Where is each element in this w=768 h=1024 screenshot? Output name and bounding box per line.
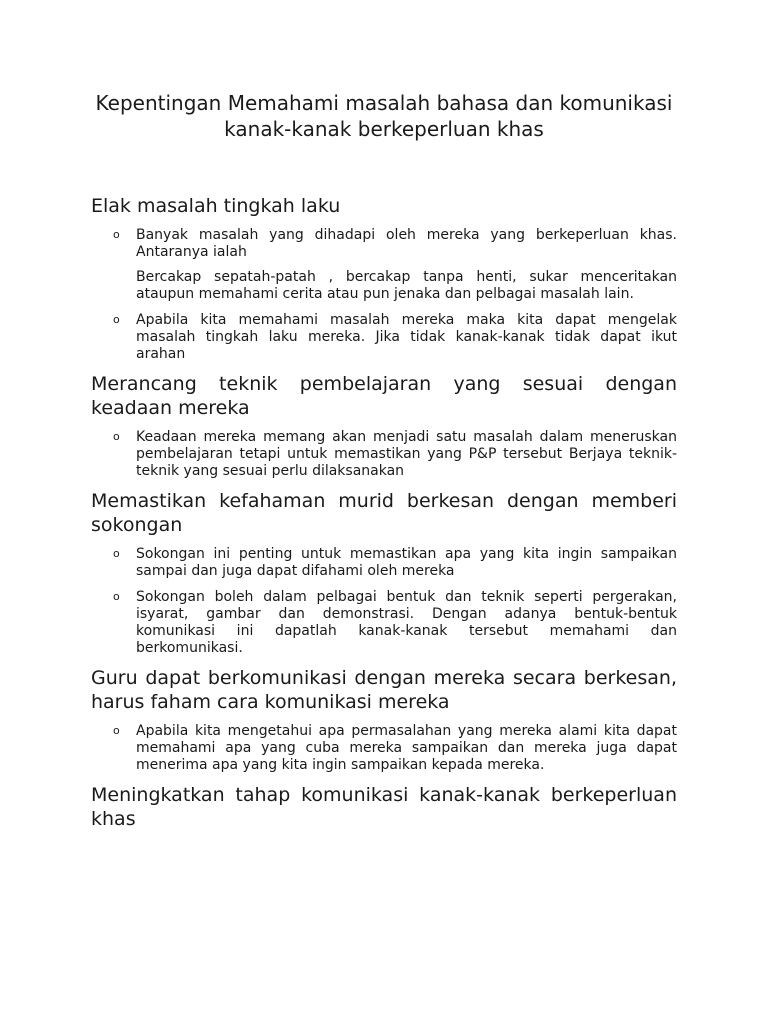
list-item-followup: Bercakap sepatah-patah , bercakap tanpa henti, sukar menceritakan ataupun memahami cerita atau pun jenaka dan pelbagai masalah lain. — [136, 269, 677, 302]
document-body — [91, 194, 677, 840]
bullet-list — [91, 429, 677, 480]
bullet-circle-icon: o — [113, 590, 120, 603]
list-item — [91, 589, 677, 657]
bullet-circle-icon: o — [113, 430, 120, 443]
section-heading: Elak masalah tingkah laku — [91, 195, 341, 217]
section-4 — [91, 666, 677, 774]
list-item — [91, 227, 677, 303]
section-1 — [91, 194, 677, 363]
bullet-list — [91, 227, 677, 363]
bullet-list — [91, 723, 677, 774]
list-item-text: Apabila kita memahami masalah mereka maka kita dapat mengelak masalah tingkah laku mereka. Jika tidak kanak-kanak tidak dapat ikut arahan — [136, 312, 677, 362]
list-item-text: Sokongan ini penting untuk memastikan apa yang kita ingin sampaikan sampai dan juga dapat difahami oleh mereka — [136, 546, 677, 579]
document-title: Kepentingan Memahami masalah bahasa dan komunikasi kanak-kanak berkeperluan khas — [95, 91, 673, 141]
list-item-text: Keadaan mereka memang akan menjadi satu masalah dalam meneruskan pembelajaran tetapi untuk memastikan yang P&P tersebut Berjaya teknik-teknik yang sesuai perlu dilaksanakan — [136, 429, 677, 479]
section-heading: Memastikan kefahaman murid berkesan dengan memberi sokongan — [91, 490, 677, 536]
bullet-circle-icon: o — [113, 724, 120, 737]
section-heading: Merancang teknik pembelajaran yang sesuai dengan keadaan mereka — [91, 373, 677, 419]
section-heading: Guru dapat berkomunikasi dengan mereka secara berkesan, harus faham cara komunikasi mereka — [91, 667, 677, 713]
section-5 — [91, 783, 677, 831]
list-item — [91, 429, 677, 480]
list-item-text: Banyak masalah yang dihadapi oleh mereka yang berkeperluan khas. Antaranya ialah — [136, 227, 677, 260]
section-heading: Meningkatkan tahap komunikasi kanak-kanak berkeperluan khas — [91, 784, 677, 830]
bullet-circle-icon: o — [113, 547, 120, 560]
bullet-circle-icon: o — [113, 228, 120, 241]
bullet-list — [91, 546, 677, 657]
section-3 — [91, 489, 677, 657]
list-item — [91, 312, 677, 363]
section-2 — [91, 372, 677, 480]
list-item-text: Apabila kita mengetahui apa permasalahan yang mereka alami kita dapat memahami apa yang cuba mereka sampaikan dan mereka juga dapat menerima apa yang kita ingin sampaikan kepada mereka. — [136, 723, 677, 773]
bullet-circle-icon: o — [113, 313, 120, 326]
list-item — [91, 723, 677, 774]
list-item-text: Sokongan boleh dalam pelbagai bentuk dan teknik seperti pergerakan, isyarat, gambar dan demonstrasi. Dengan adanya bentuk-bentuk komunikasi ini dapatlah kanak-kanak tersebut memahami dan berkomunikasi. — [136, 589, 677, 656]
list-item — [91, 546, 677, 580]
